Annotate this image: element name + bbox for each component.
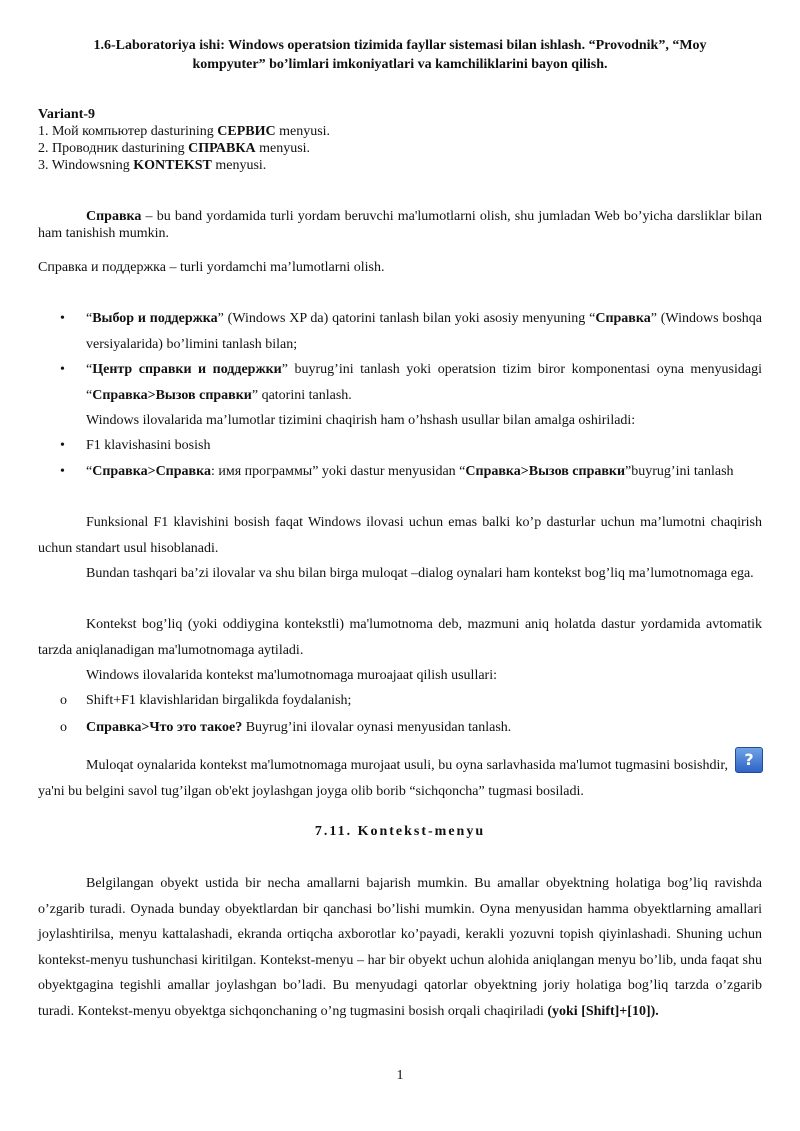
- variant-item-3: 3. Windowsning KONTEKST menyusi.: [38, 158, 267, 173]
- bullet-item-2: “Центр справки и поддержки” buyrug’ini tanlash yoki operatsion tizim biror komponentasi oyna menyusidagi “Справка>Вызов справки” qatorini tanlash.: [86, 362, 762, 403]
- intro-paragraph: Справка – bu band yordamida turli yordam beruvchi ma'lumotlarni olish, shu jumladan Web bo’yicha darsliklar bilan ham tanishish mumkin.: [38, 209, 762, 241]
- paragraph-f1: Funksional F1 klavishini bosish faqat Windows ilovasi uchun emas balki ko’p dasturlar uchun ma’lumotni chaqirish uchun standart usul hisoblanadi.: [38, 515, 762, 556]
- circle-bullet-1: o: [60, 693, 67, 708]
- document-title: [60, 36, 740, 74]
- paragraph-dialog: Bundan tashqari ba’zi ilovalar va shu bilan birga muloqat –dialog oynalari ham kontekst bog’liq ma’lumotnomaga ega.: [86, 566, 754, 581]
- bullet-dot-4: •: [60, 464, 65, 479]
- circle-item-2: Справка>Что это такое? Buyrug’ini ilovalar oynasi menyusidan tanlash.: [86, 720, 512, 735]
- bullet-dot-1: •: [60, 311, 65, 326]
- section-heading: 7.11. Kontekst-menyu: [314, 824, 486, 839]
- variant-item-1: 1. Мой компьютер dasturining СЕРВИС menyusi.: [38, 124, 331, 139]
- bullet-dot-3: •: [60, 438, 65, 453]
- circle-item-1: Shift+F1 klavishlaridan birgalikda foydalanish;: [86, 693, 352, 708]
- title-line-2: kompyuter” bo’limlari imkoniyatlari va kamchiliklarini bayon qilish.: [192, 57, 608, 72]
- help-question-icon: ?: [735, 747, 763, 773]
- variant-item-2: 2. Проводник dasturining СПРАВКА menyusi.: [38, 141, 311, 156]
- bullet-item-4: “Справка>Справка: имя программы” yoki dastur menyusidan “Справка>Вызов справки”buyrug’ini tanlash: [86, 464, 734, 479]
- windows-methods-line: Windows ilovalarida ma’lumotlar tizimini chaqirish ham o’hshash usullar bilan amalga oshiriladi:: [86, 413, 636, 428]
- variant-block: [38, 106, 330, 174]
- page-number: 1: [396, 1068, 404, 1083]
- spravka-line: Справка и поддержка – turli yordamchi ma’lumotlarni olish.: [38, 260, 385, 275]
- bullet-dot-2: •: [60, 362, 65, 377]
- paragraph-context-menu: Belgilangan obyekt ustida bir necha amallarni bajarish mumkin. Bu amallar obyektning holatiga bog’liq ravishda o’zgarib turadi. Oynada bunday obyektlardan bir qanchasi bo’lishi mumkin. Oyna menyusidan hamma obyektlarning amallari joylashtirilsa, menyu kattalashadi, ekranda ortiqcha axborotlar ko’payadi, kerakli yozuvni topish qiyinlashadi. Shuning uchun kontekst-menyu tushunchasi kiritilgan. Kontekst-menyu – har bir obyekt uchun alohida aniqlangan menyu bo’lib, unda faqat shu obyektgagina tegishli amallar joylashgan bo’ladi. Bu menyudagi qatorlar obyektning joriy holatiga bog’liq tarzda o’zgarib turadi. Kontekst-menyu obyektga sichqonchaning o’ng tugmasini bosish orqali chaqiriladi (yoki [Shift]+[10]).: [38, 876, 762, 1019]
- paragraph-context-help: Kontekst bog’liq (yoki oddiygina kontekstli) ma'lumotnoma deb, mazmuni aniq holatda dastur yordamida avtomatik tarzda aniqlanadigan ma'lumotnomaga aytiladi.: [38, 617, 762, 658]
- title-line-1: 1.6-Laboratoriya ishi: Windows operatsion tizimida fayllar sistemasi bilan ishlash. “Provodnik”, “Moy: [93, 38, 707, 53]
- bullet-item-1: “Выбор и поддержка” (Windows XP da) qatorini tanlash bilan yoki asosiy menyuning “Справка” (Windows boshqa versiyalarida) bo’limini tanlash bilan;: [86, 311, 762, 352]
- paragraph-context-methods: Windows ilovalarida kontekst ma'lumotnomaga muroajaat qilish usullari:: [86, 668, 497, 683]
- paragraph-dialog-help: Muloqat oynalarida kontekst ma'lumotnomaga murojaat usuli, bu oyna sarlavhasida ma'lumot tugmasini bosishdir, ya'ni bu belgini savol tug’ilgan ob'ekt joylashgan joyga olib borib “sichqoncha” tugmasi bosiladi.: [38, 758, 728, 799]
- circle-bullet-2: o: [60, 720, 67, 735]
- variant-heading: Variant-9: [38, 107, 96, 122]
- bullet-item-3: F1 klavishasini bosish: [86, 438, 211, 453]
